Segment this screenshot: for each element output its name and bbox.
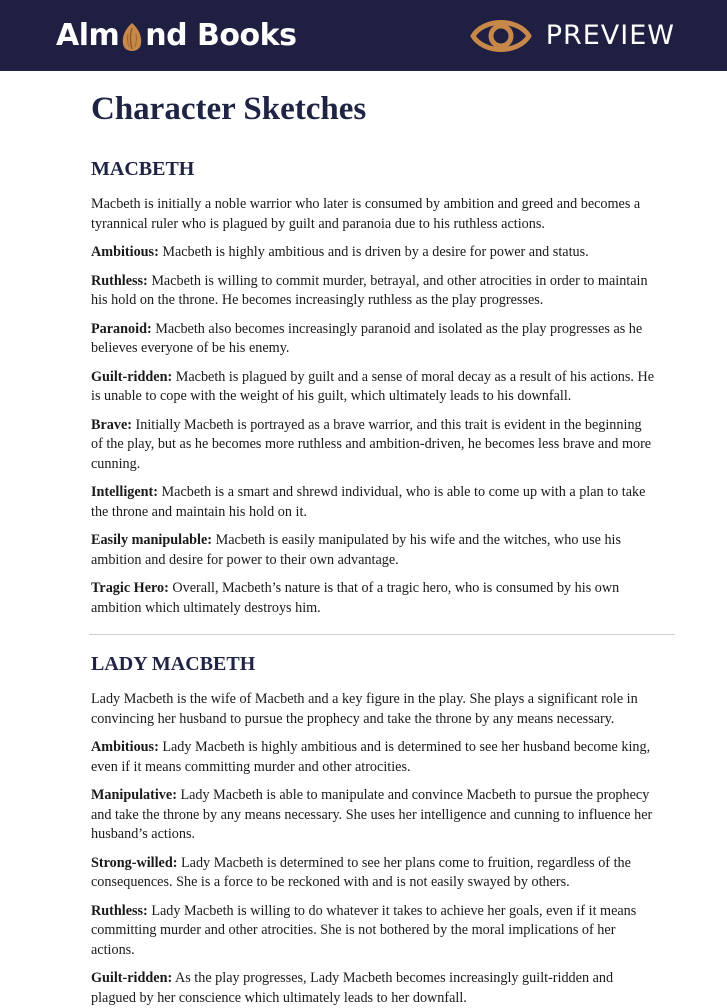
trait-paragraph <box>91 243 655 263</box>
trait-text: Lady Macbeth is able to manipulate and convince Macbeth to pursue the prophecy and take the throne by any means necessary. She uses her intelligence and cunning to influence her husband’s actions. <box>91 787 653 842</box>
trait-paragraph <box>91 483 655 522</box>
section-divider <box>89 634 675 635</box>
preview-label: PREVIEW <box>545 20 675 51</box>
trait-paragraph <box>91 531 655 570</box>
trait-text: Initially Macbeth is portrayed as a brave warrior, and this trait is evident in the beginning of the play, but as he becomes more ruthless and ambition-driven, he becomes less brave and more cunning. <box>91 416 652 472</box>
trait-text: Macbeth also becomes increasingly paranoid and isolated as the play progresses as he believes everyone of be his enemy. <box>91 320 643 356</box>
almond-icon <box>120 22 144 52</box>
trait-text: Macbeth is highly ambitious and is driven by a desire for power and status. <box>158 244 589 260</box>
trait-label: Intelligent: <box>91 484 158 500</box>
trait-text: Lady Macbeth is determined to see her plans come to fruition, regardless of the consequences. She is a force to be reckoned with and is not easily swayed by others. <box>91 854 631 890</box>
page-title: Character Sketches <box>91 91 367 127</box>
section-lady-macbeth <box>91 653 655 1008</box>
trait-label: Tragic Hero: <box>91 580 169 596</box>
section-macbeth <box>91 158 655 618</box>
trait-text: Macbeth is plagued by guilt and a sense of moral decay as a result of his actions. He is unable to cope with the weight of his guilt, which ultimately leads to his downfall. <box>91 368 655 404</box>
preview-badge <box>470 14 675 58</box>
trait-label: Ambitious: <box>91 244 159 260</box>
section-intro: Lady Macbeth is the wife of Macbeth and a key figure in the play. She plays a significant role in convincing her husband to pursue the prophecy and take the throne by any means necessary. <box>91 691 638 727</box>
trait-paragraph <box>91 854 655 893</box>
trait-label: Guilt-ridden: <box>91 970 173 986</box>
trait-label: Brave: <box>91 416 132 433</box>
section-title: LADY MACBETH <box>91 653 256 675</box>
trait-paragraph <box>91 969 655 1008</box>
brand-name-end: nd Books <box>145 18 297 53</box>
trait-label: Strong-willed: <box>91 854 178 871</box>
trait-text: Lady Macbeth is willing to do whatever it takes to achieve her goals, even if it means committing murder and other atrocities. She is not bothered by the moral implications of her actions. <box>91 902 637 958</box>
trait-text: Macbeth is easily manipulated by his wife and the witches, who use his ambition and desire for power to their own advantage. <box>91 532 622 568</box>
trait-label: Ambitious: <box>91 739 159 755</box>
section-intro: Macbeth is initially a noble warrior who later is consumed by ambition and greed and becomes a tyrannical ruler who is plagued by guilt and paranoia due to his ruthless actions. <box>91 196 641 232</box>
trait-text: As the play progresses, Lady Macbeth becomes increasingly guilt-ridden and plagued by her conscience which ultimately leads to her downfall. <box>91 970 614 1006</box>
trait-label: Ruthless: <box>91 902 148 919</box>
trait-paragraph <box>91 416 655 475</box>
trait-label: Ruthless: <box>91 272 148 289</box>
brand-logo[interactable] <box>56 18 296 53</box>
trait-paragraph <box>91 368 655 407</box>
section-title: MACBETH <box>91 158 195 180</box>
trait-label: Manipulative: <box>91 787 177 803</box>
trait-label: Paranoid: <box>91 320 152 337</box>
trait-text: Overall, Macbeth’s nature is that of a tragic hero, who is consumed by his own ambition which ultimately destroys him. <box>91 580 620 616</box>
trait-label: Easily manipulable: <box>91 532 213 548</box>
trait-paragraph <box>91 272 655 311</box>
trait-label: Guilt-ridden: <box>91 368 173 385</box>
trait-paragraph <box>91 786 655 845</box>
trait-paragraph <box>91 738 655 777</box>
eye-icon <box>470 14 532 58</box>
trait-text: Macbeth is a smart and shrewd individual, who is able to come up with a plan to take the throne and maintain his hold on it. <box>91 484 646 520</box>
trait-paragraph <box>91 902 655 961</box>
brand-name-start: Alm <box>56 18 120 53</box>
trait-paragraph <box>91 320 655 359</box>
trait-text: Lady Macbeth is highly ambitious and is determined to see her husband become king, even if it means committing murder and other atrocities. <box>91 739 651 775</box>
header-bar <box>0 0 727 71</box>
trait-paragraph <box>91 579 655 618</box>
document-body <box>0 71 727 1008</box>
trait-text: Macbeth is willing to commit murder, betrayal, and other atrocities in order to maintain his hold on the throne. He becomes increasingly ruthless as the play progresses. <box>91 272 648 308</box>
